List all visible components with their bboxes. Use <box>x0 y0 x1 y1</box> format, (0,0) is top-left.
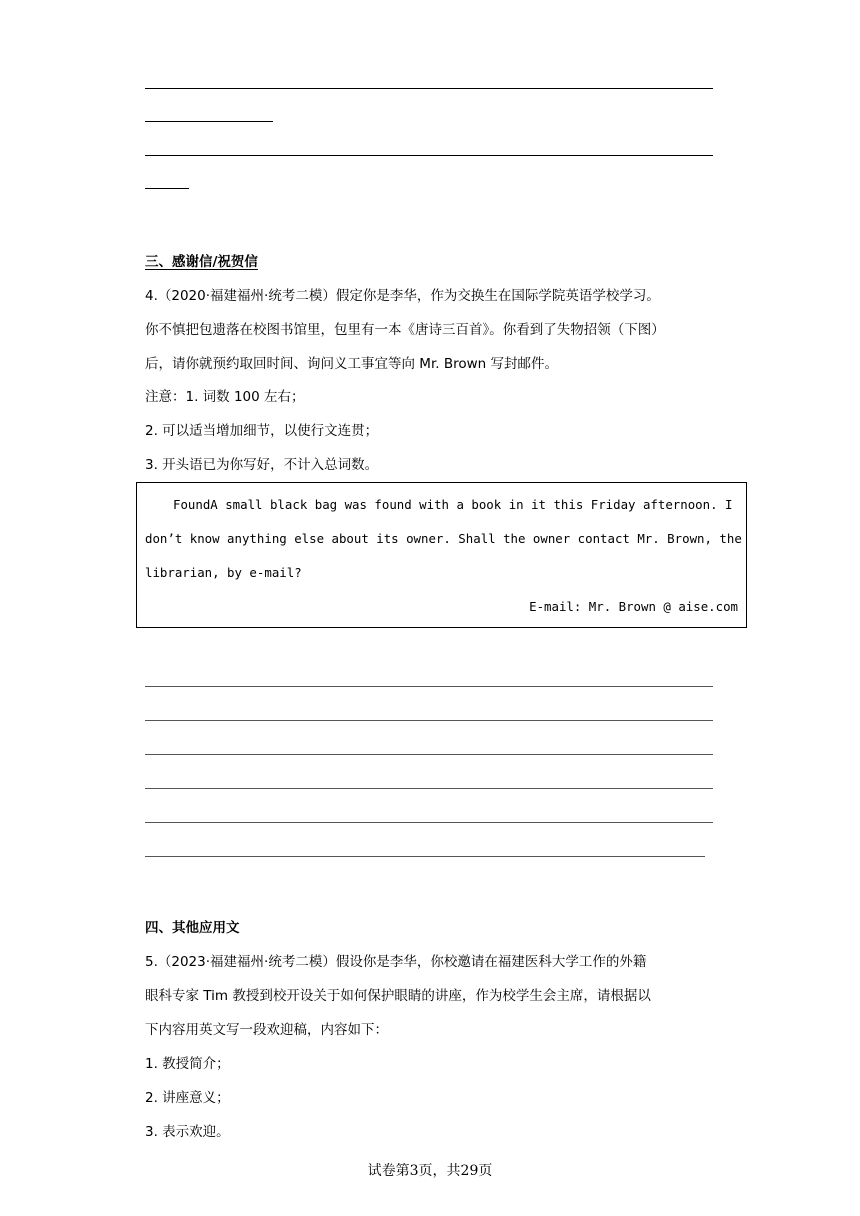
question-5-line-3: 下内容用英文写一段欢迎稿，内容如下： <box>145 1022 388 1038</box>
answer-line <box>145 720 713 721</box>
answer-line <box>145 788 713 789</box>
question-4-note-3: 3. 开头语已为你写好，不计入总词数。 <box>145 457 379 473</box>
question-5-item-2: 2. 讲座意义； <box>145 1090 230 1106</box>
question-4-note-1: 注意：1. 词数 100 左右； <box>145 389 305 405</box>
answer-line <box>145 88 713 89</box>
notice-line-1: FoundA small black bag was found with a book in it this Friday afternoon. I <box>173 497 733 512</box>
question-5-item-1: 1. 教授简介； <box>145 1056 230 1072</box>
page-footer: 试卷第3页，共29页 <box>367 1163 493 1179</box>
lost-and-found-notice <box>136 482 747 628</box>
question-5-line-2: 眼科专家 Tim 教授到校开设关于如何保护眼睛的讲座，作为校学生会主席，请根据以 <box>145 988 651 1004</box>
section-heading-3: 三、感谢信/祝贺信 <box>145 254 258 270</box>
answer-line <box>145 822 713 823</box>
notice-email: E-mail: Mr. Brown @ aise.com <box>529 599 738 614</box>
section-heading-4: 四、其他应用文 <box>145 920 240 936</box>
answer-line <box>145 188 189 189</box>
notice-line-3: librarian, by e-mail? <box>145 565 302 580</box>
answer-line <box>145 155 713 156</box>
notice-line-2: don’t know anything else about its owner. Shall the owner contact Mr. Brown, the <box>145 531 742 546</box>
answer-line <box>145 121 273 122</box>
question-5-line-1: 5.（2023·福建福州·统考二模）假设你是李华，你校邀请在福建医科大学工作的外籍 <box>145 954 647 970</box>
question-4-line-3: 后，请你就预约取回时间、询问义工事宜等向 Mr. Brown 写封邮件。 <box>145 356 558 372</box>
question-4-line-1: 4.（2020·福建福州·统考二模）假定你是李华，作为交换生在国际学院英语学校学习。 <box>145 288 660 304</box>
answer-line <box>145 686 713 687</box>
answer-line <box>145 856 705 857</box>
question-4-note-2: 2. 可以适当增加细节，以使行文连贯； <box>145 423 379 439</box>
question-4-line-2: 你不慎把包遗落在校图书馆里，包里有一本《唐诗三百首》。你看到了失物招领（下图） <box>145 322 665 338</box>
question-5-item-3: 3. 表示欢迎。 <box>145 1124 230 1140</box>
answer-line <box>145 754 713 755</box>
